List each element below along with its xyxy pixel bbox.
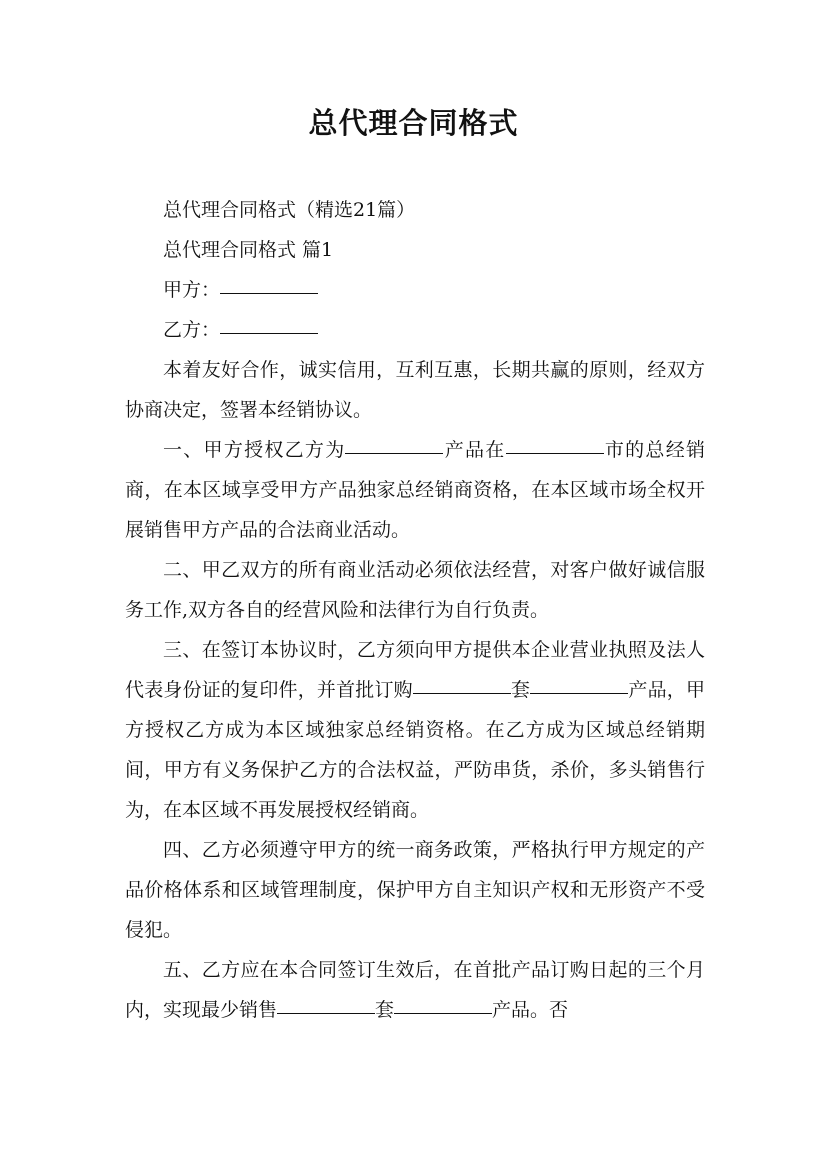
- party-a-blank: [220, 292, 318, 294]
- clause-3-blank-product: [530, 692, 628, 694]
- clause-1-part2: 产品在: [443, 439, 506, 461]
- clause-5-blank-qty: [277, 1012, 375, 1014]
- clause-5-part2: 套: [375, 999, 395, 1021]
- clause-3-part1: 三、在签订本协议时，乙方须向甲方提供本企业营业执照及法人代表身份证的复印件，并首批订购: [125, 639, 705, 701]
- clause-3-part2: 套: [510, 679, 531, 701]
- clause-2: 二、甲乙双方的所有商业活动必须依法经营，对客户做好诚信服务工作,双方各自的经营风险和法律行为自行负责。: [125, 559, 705, 621]
- intro-paragraph: 本着友好合作，诚实信用，互利互惠，长期共赢的原则，经双方协商决定，签署本经销协议。: [125, 359, 705, 421]
- clause-5: [125, 950, 705, 1030]
- party-a-label: 甲方：: [163, 279, 221, 301]
- clause-3-part3: 产品，甲方授权乙方成为本区域独家总经销资格。在乙方成为区域总经销期间，甲方有义务保护乙方的合法权益，严防串货，杀价，多头销售行为，在本区域不再发展授权经销商。: [125, 679, 705, 821]
- subtitle: 总代理合同格式（精选21篇）: [163, 199, 416, 221]
- party-b-blank: [220, 332, 318, 334]
- document-title: 总代理合同格式: [308, 106, 519, 140]
- party-a-line: [125, 270, 705, 310]
- clause-5-part3: 产品。否: [492, 999, 569, 1021]
- clause-5-part1: 五、乙方应在本合同签订生效后，在首批产品订购日起的三个月内，实现最少销售: [125, 959, 705, 1021]
- clause-1-part3: 市的总经销商，在本区域享受甲方产品独家总经销商资格，在本区域市场全权开展销售甲方产品的合法商业活动。: [125, 439, 705, 541]
- party-b-line: [125, 310, 705, 350]
- party-b-label: 乙方：: [163, 319, 221, 341]
- clause-1-blank-product: [345, 452, 443, 454]
- clause-4: 四、乙方必须遵守甲方的统一商务政策，严格执行甲方规定的产品价格体系和区域管理制度，保护甲方自主知识产权和无形资产不受侵犯。: [125, 839, 705, 941]
- clause-1-blank-city: [506, 452, 604, 454]
- document-body: [125, 190, 705, 1030]
- clause-3: [125, 630, 705, 830]
- clause-1: [125, 430, 705, 550]
- clause-1-part1: 一、甲方授权乙方为: [163, 439, 346, 461]
- section-heading: 总代理合同格式 篇1: [163, 239, 334, 261]
- clause-3-blank-qty: [413, 692, 511, 694]
- clause-5-blank-product: [394, 1012, 492, 1014]
